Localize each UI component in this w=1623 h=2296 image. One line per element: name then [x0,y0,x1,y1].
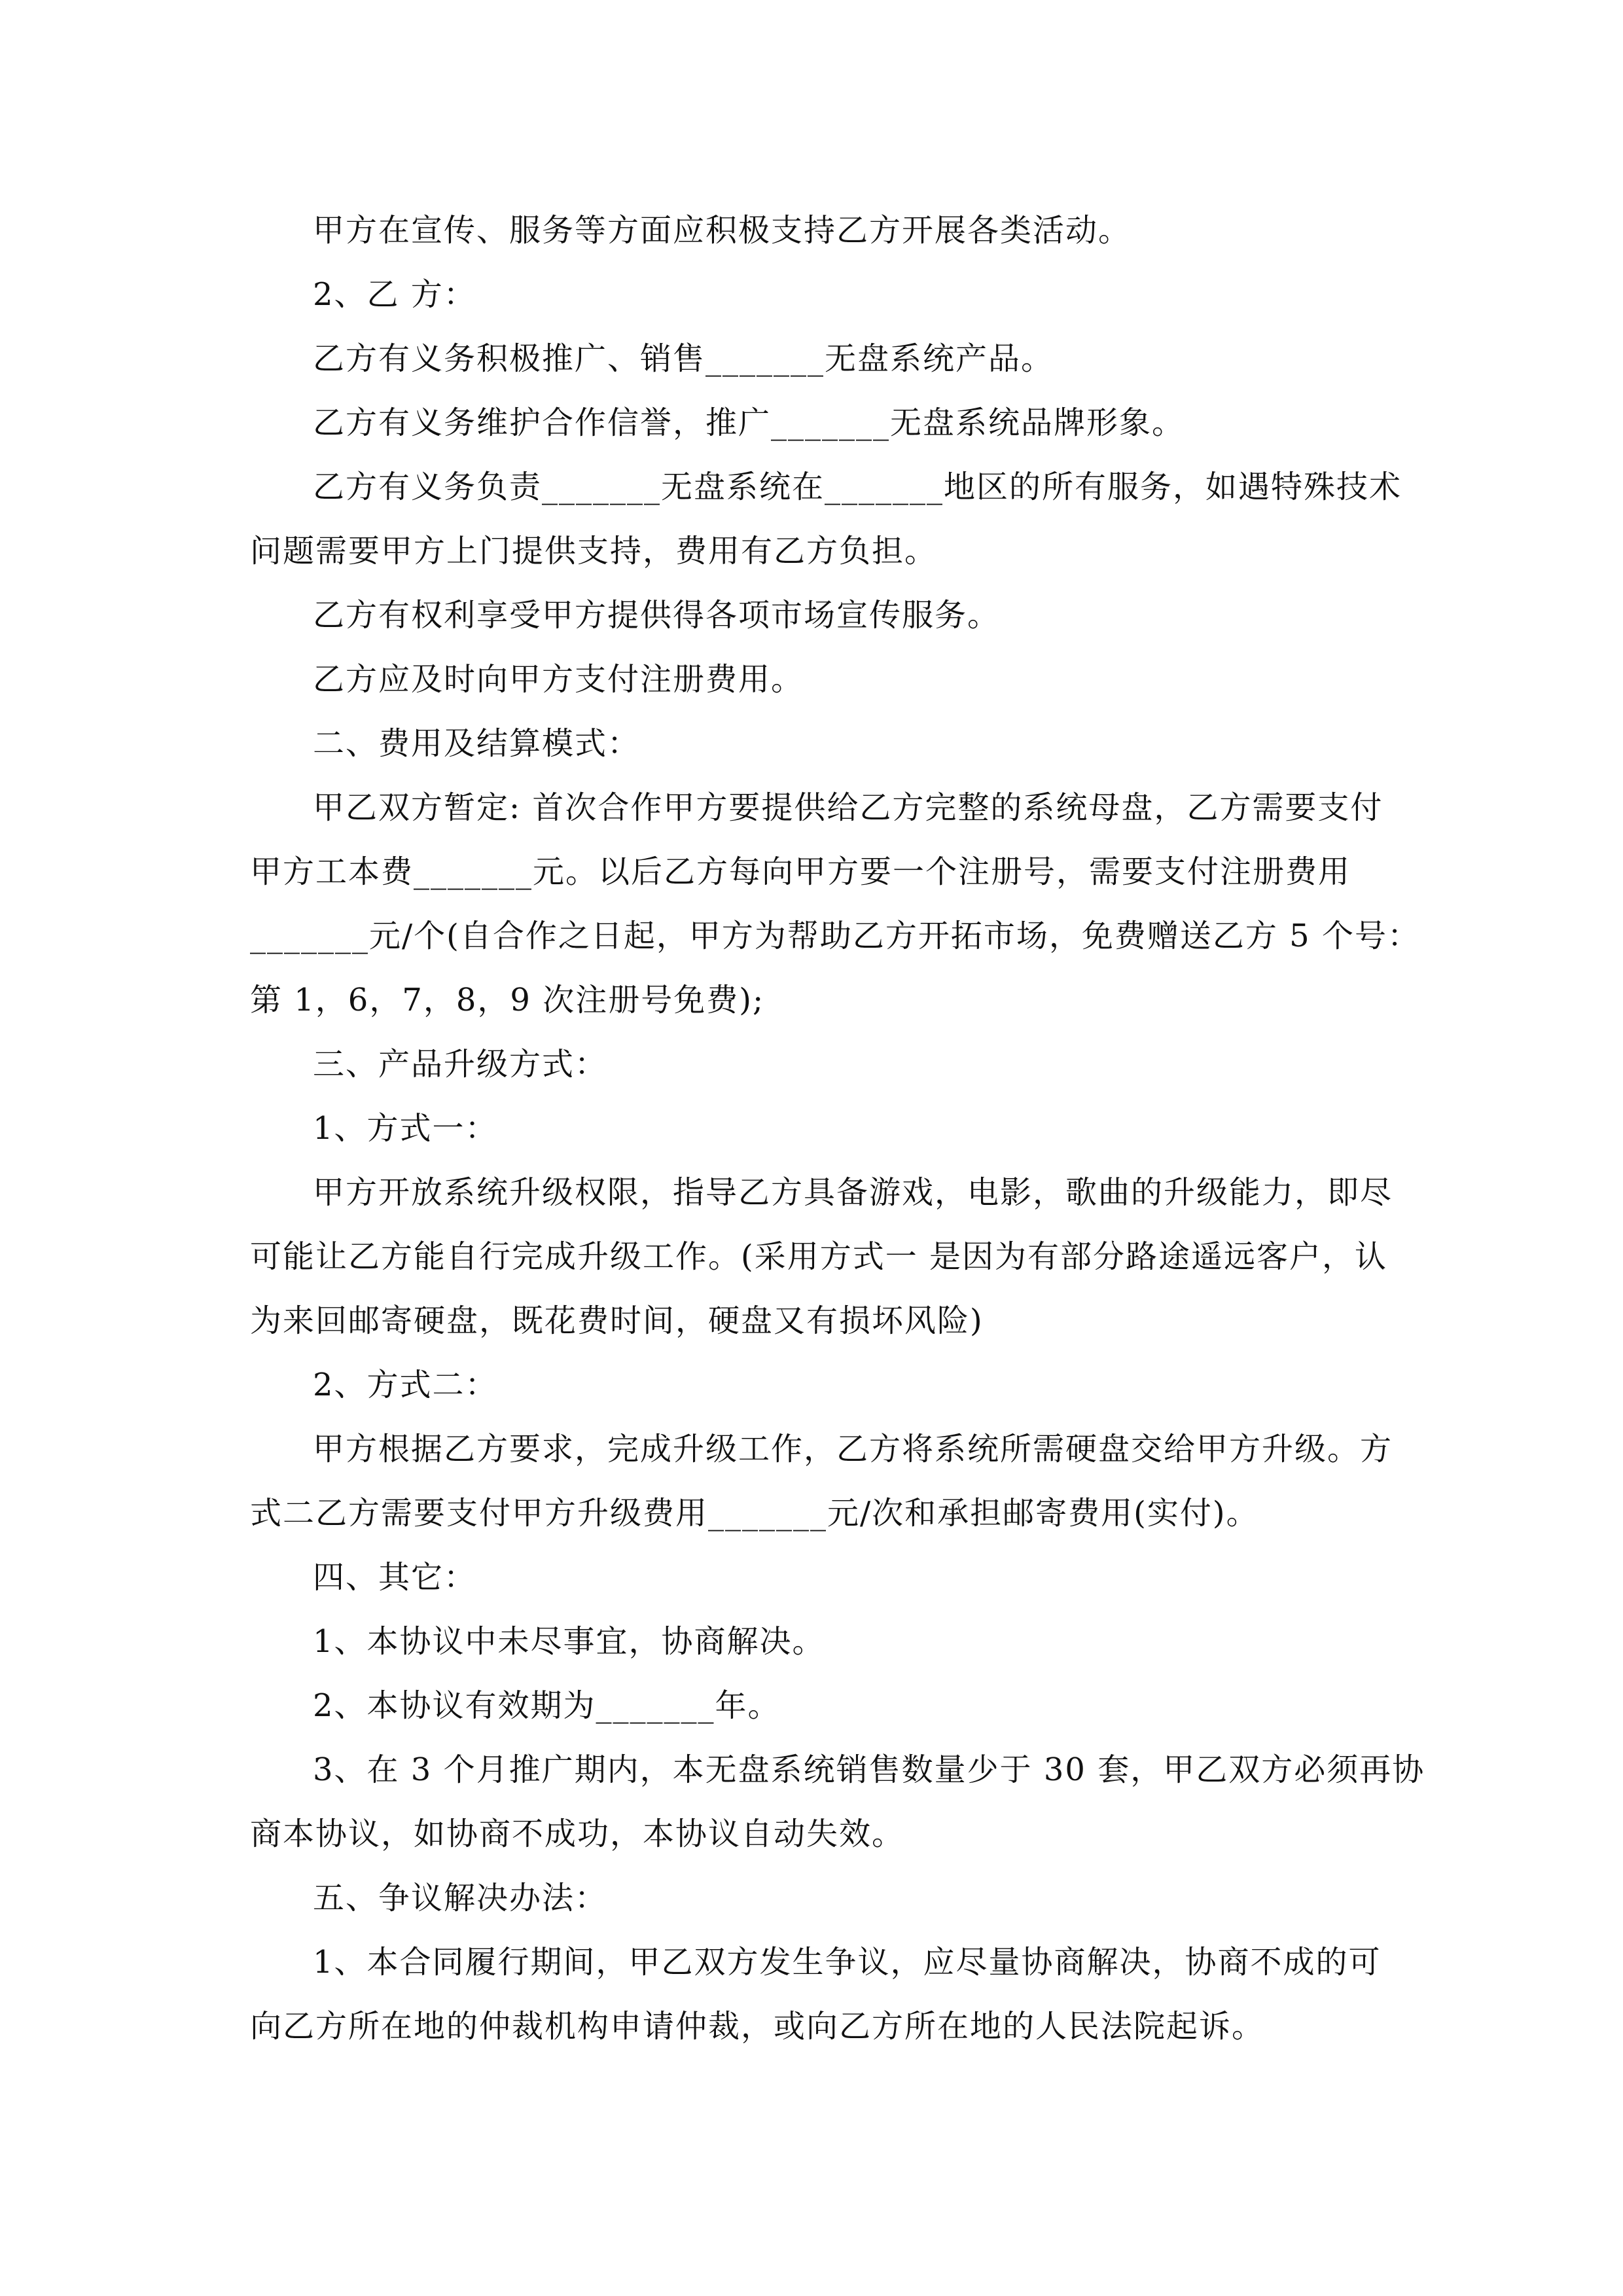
paragraph-line: 1、本协议中未尽事宜，协商解决。 [313,1623,825,1660]
section-heading: 1、方式一： [313,1110,498,1147]
paragraph-line: 甲方根据乙方要求，完成升级工作，乙方将系统所需硬盘交给甲方升级。方 [313,1431,1393,1467]
section-heading: 二、费用及结算模式： [313,725,641,762]
paragraph-line: 甲乙双方暂定: 首次合作甲方要提供给乙方完整的系统母盘，乙方需要支付 [313,789,1383,826]
paragraph-line: 甲方工本费_______元。以后乙方每向甲方要一个注册号，需要支付注册费用 [250,853,1351,890]
paragraph-line: 问题需要甲方上门提供支持，费用有乙方负担。 [250,533,938,569]
section-heading: 五、争议解决办法： [313,1880,608,1916]
section-heading: 2、方式二： [313,1367,498,1403]
paragraph-line: 第 1，6，7，8，9 次注册号免费); [250,982,765,1018]
paragraph-line: 甲方开放系统升级权限，指导乙方具备游戏，电影，歌曲的升级能力，即尽 [313,1174,1393,1211]
section-heading: 三、产品升级方式： [313,1046,608,1083]
paragraph-line: 向乙方所在地的仲裁机构申请仲裁，或向乙方所在地的人民法院起诉。 [250,2008,1265,2045]
paragraph-line: 可能让乙方能自行完成升级工作。(采用方式一 是因为有部分路途遥远客户，认 [250,1238,1387,1275]
paragraph-line: 乙方有义务负责_______无盘系统在_______地区的所有服务，如遇特殊技术 [313,469,1402,505]
paragraph-line: 乙方有权利享受甲方提供得各项市场宣传服务。 [313,597,1001,634]
paragraph-line: 甲方在宣传、服务等方面应积极支持乙方开展各类活动。 [313,212,1132,249]
section-heading: 2、乙 方： [313,276,476,313]
paragraph-line: _______元/个(自合作之日起，甲方为帮助乙方开拓市场，免费赠送乙方 5 个号： [250,918,1420,954]
paragraph-line: 为来回邮寄硬盘，既花费时间，硬盘又有损坏风险) [250,1302,984,1339]
paragraph-line: 式二乙方需要支付甲方升级费用_______元/次和承担邮寄费用(实付)。 [250,1495,1259,1532]
paragraph-line: 3、在 3 个月推广期内，本无盘系统销售数量少于 30 套，甲乙双方必须再协 [313,1751,1425,1788]
paragraph-line: 乙方有义务积极推广、销售_______无盘系统产品。 [313,340,1054,377]
paragraph-line: 乙方有义务维护合作信誉，推广_______无盘系统品牌形象。 [313,404,1185,441]
paragraph-line: 商本协议，如协商不成功，本协议自动失效。 [250,1816,905,1852]
paragraph-line: 2、本协议有效期为_______年。 [313,1687,781,1724]
paragraph-line: 1、本合同履行期间，甲乙双方发生争议，应尽量协商解决，协商不成的可 [313,1944,1382,1981]
section-heading: 四、其它： [313,1559,477,1596]
paragraph-line: 乙方应及时向甲方支付注册费用。 [313,661,804,698]
